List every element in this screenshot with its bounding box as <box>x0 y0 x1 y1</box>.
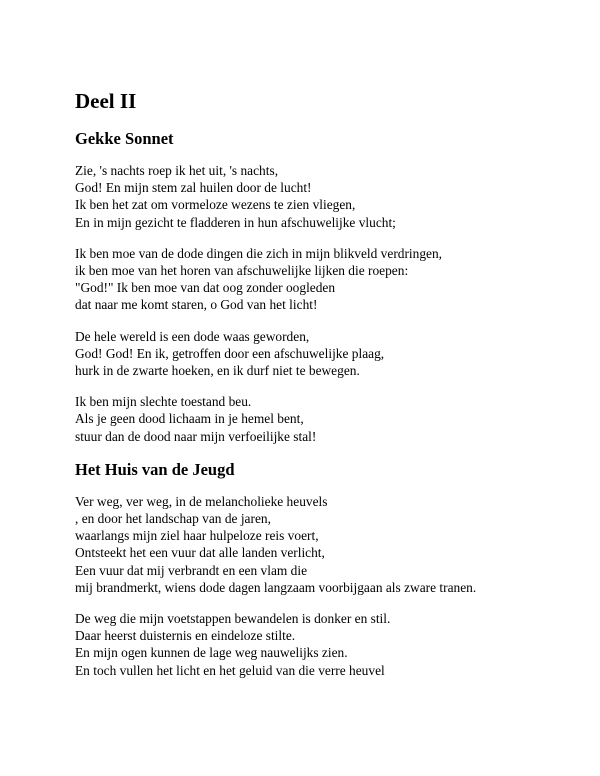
stanza <box>75 328 585 380</box>
poem-line: Zie, 's nachts roep ik het uit, 's nachts, <box>75 163 279 178</box>
poem-line: Ver weg, ver weg, in de melancholieke heuvels <box>75 493 328 509</box>
poem-line: waarlangs mijn ziel haar hulpeloze reis voert, <box>75 528 319 544</box>
poem-title: Gekke Sonnet <box>75 129 174 148</box>
poem-line: God! En mijn stem zal huilen door de lucht! <box>75 180 312 196</box>
poem <box>75 128 585 445</box>
poem <box>75 459 585 679</box>
part-title: Deel II <box>75 89 137 113</box>
poem-line: Daar heerst duisternis en eindeloze stilte. <box>75 628 296 644</box>
poem-line: God! God! En ik, getroffen door een afschuwelijke plaag, <box>75 345 385 361</box>
poem-line: En in mijn gezicht te fladderen in hun afschuwelijke vlucht; <box>75 214 396 230</box>
poem-line: mij brandmerkt, wiens dode dagen langzaam voorbijgaan als zware tranen. <box>75 579 477 595</box>
poem-line: Als je geen dood lichaam in je hemel bent, <box>75 411 304 427</box>
poem-body <box>75 162 585 445</box>
poem-line: En mijn ogen kunnen de lage weg nauwelijks zien. <box>75 645 348 661</box>
stanza <box>75 493 585 596</box>
poem-line: ik ben moe van het horen van afschuwelijke lijken die roepen: <box>75 263 409 279</box>
poem-line: Een vuur dat mij verbrandt en een vlam die <box>75 562 308 578</box>
poem-line: En toch vullen het licht en het geluid van die verre heuvel <box>75 662 385 678</box>
poem-line: Ik ben moe van de dode dingen die zich in mijn blikveld verdringen, <box>75 245 443 261</box>
poem-line: Ik ben het zat om vormeloze wezens te zien vliegen, <box>75 197 356 213</box>
poem-line: , en door het landschap van de jaren, <box>75 511 271 527</box>
poem-line: De hele wereld is een dode waas geworden, <box>75 328 310 344</box>
stanza <box>75 610 585 679</box>
stanza <box>75 245 585 314</box>
stanza <box>75 393 585 445</box>
poem-line: "God!" Ik ben moe van dat oog zonder oogleden <box>75 280 336 296</box>
poem-line: Ik ben mijn slechte toestand beu. <box>75 394 252 410</box>
stanza <box>75 162 585 231</box>
poem-line: dat naar me komt staren, o God van het licht! <box>75 297 318 313</box>
poem-line: Ontsteekt het een vuur dat alle landen verlicht, <box>75 545 325 561</box>
poem-line: De weg die mijn voetstappen bewandelen is donker en stil. <box>75 611 391 627</box>
poem-line: stuur dan de dood naar mijn verfoeilijke stal! <box>75 428 317 444</box>
poem-line: hurk in de zwarte hoeken, en ik durf niet te bewegen. <box>75 363 360 379</box>
poems-container <box>75 128 585 679</box>
poem-body <box>75 493 585 679</box>
poem-title: Het Huis van de Jeugd <box>75 459 235 479</box>
document-page <box>75 88 585 693</box>
